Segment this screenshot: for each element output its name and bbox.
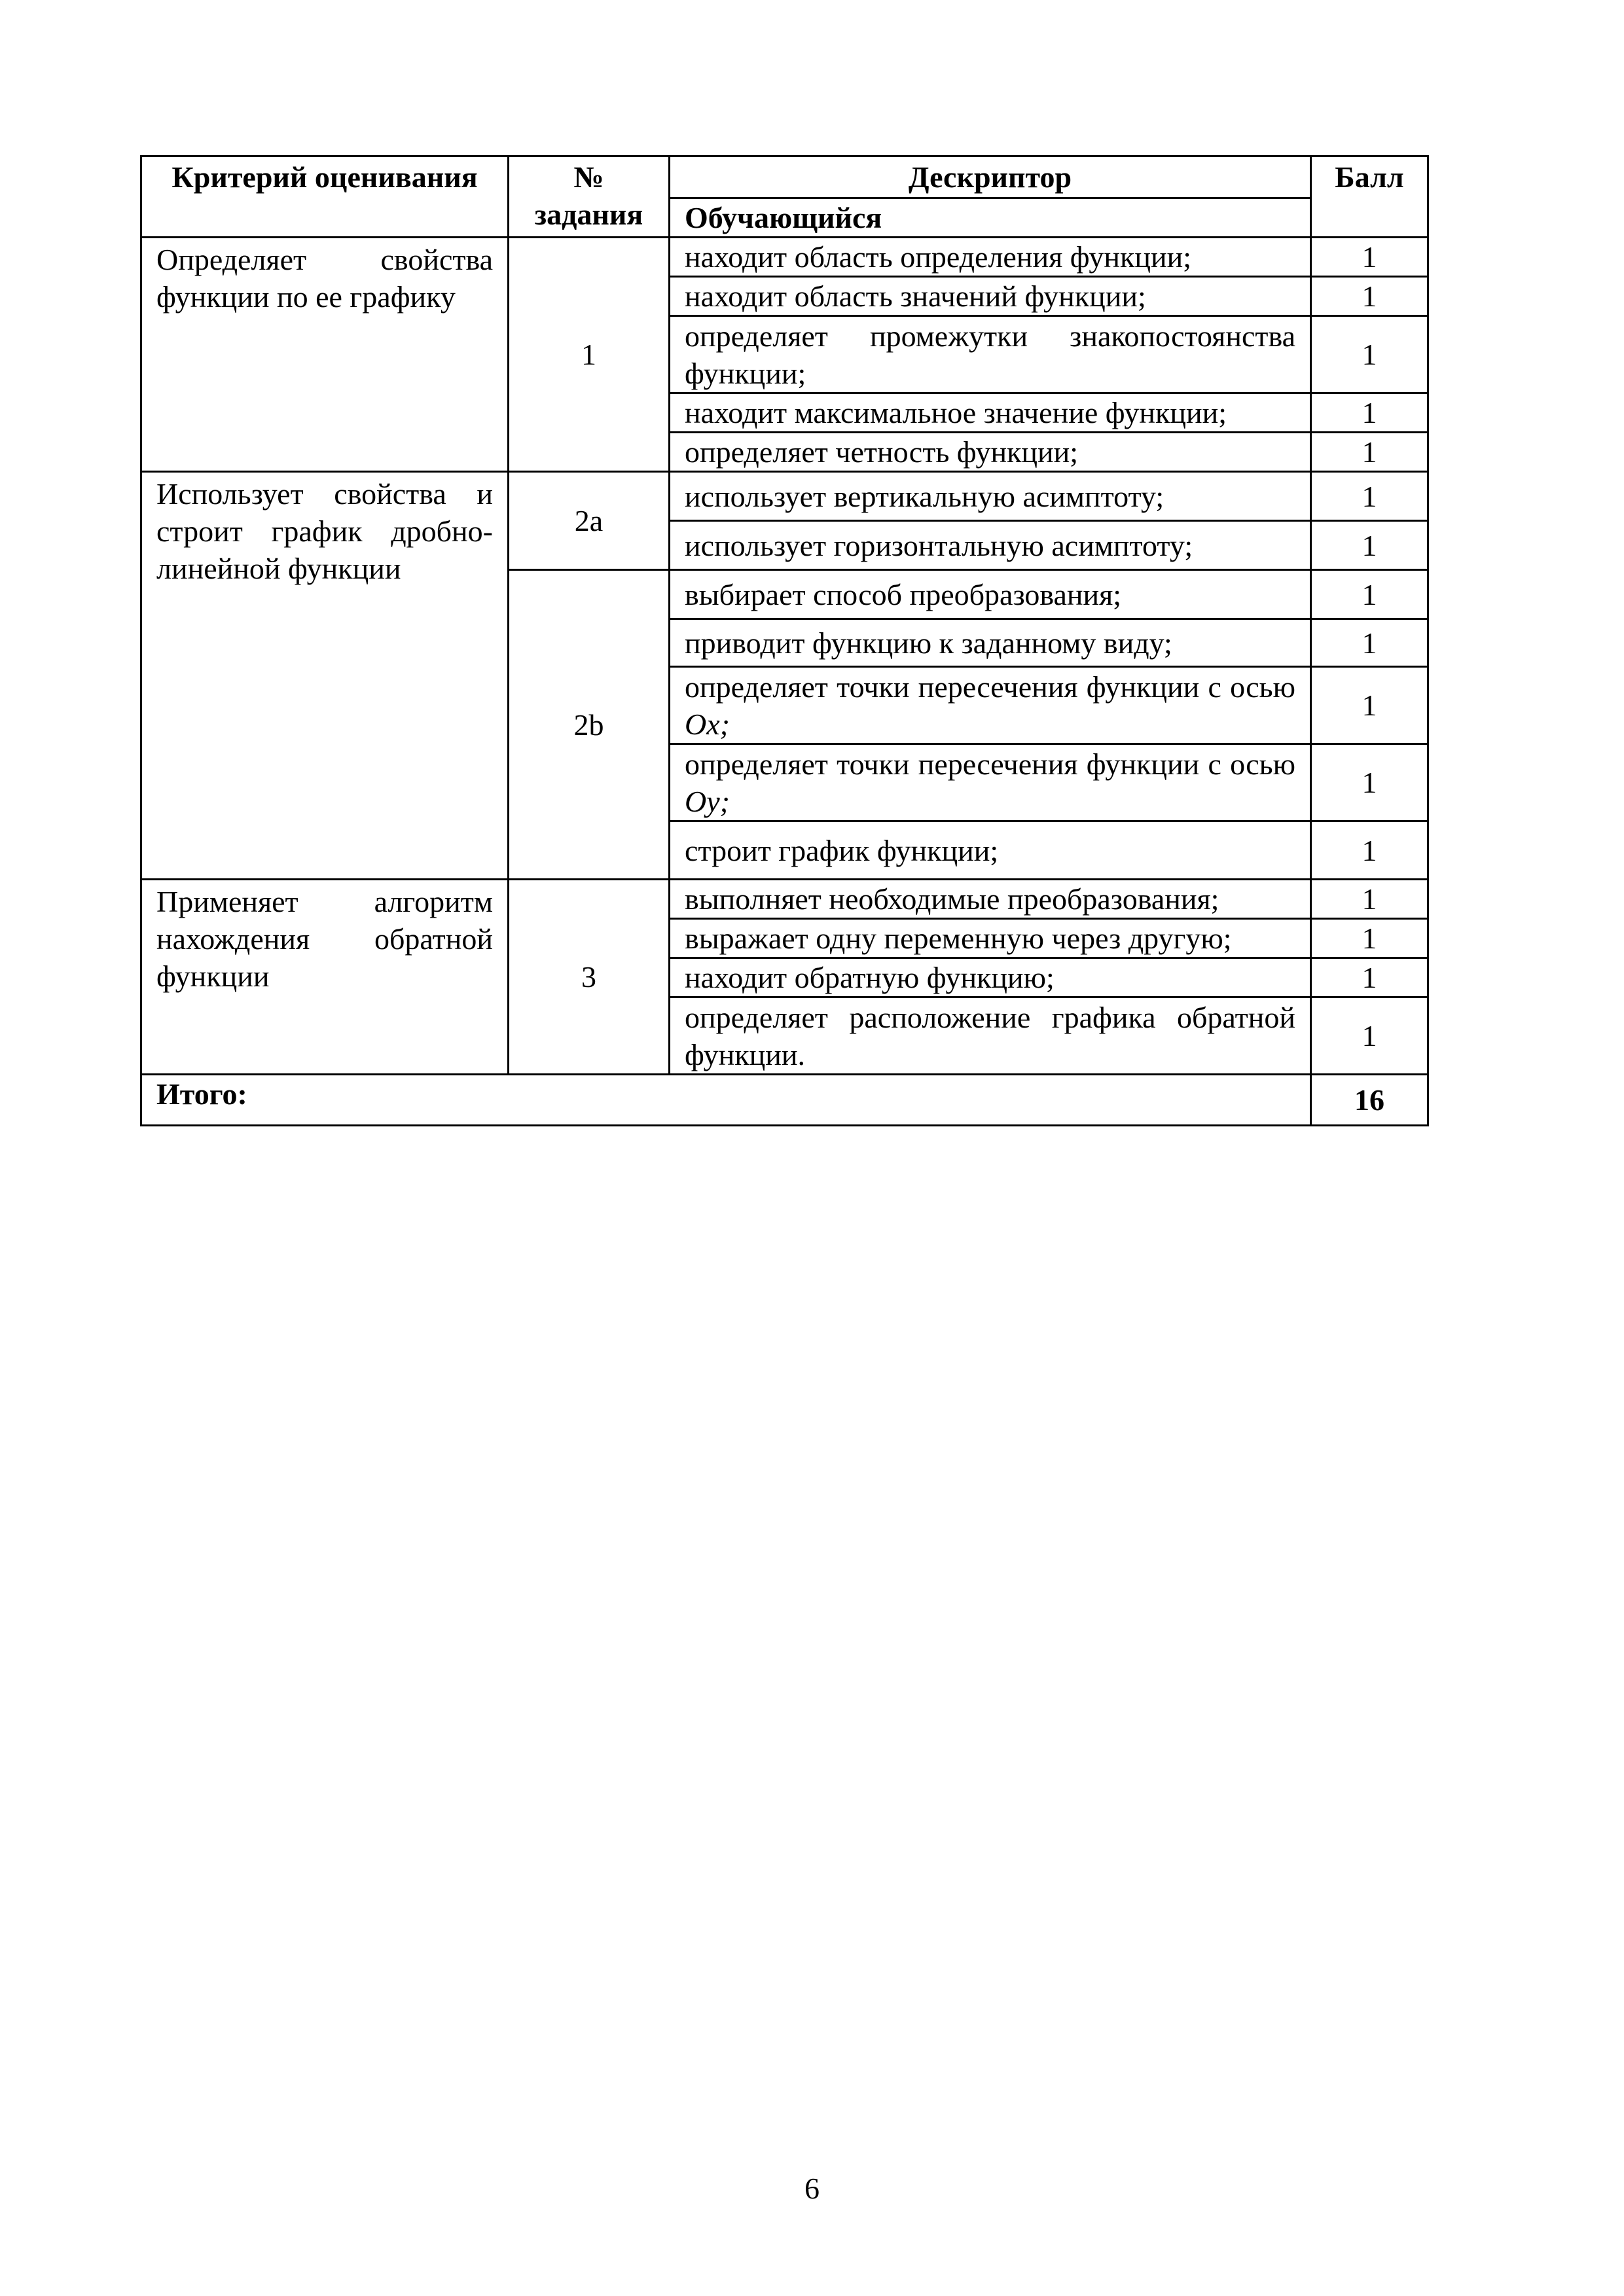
axis-label: Oy;: [685, 784, 730, 818]
descriptor-cell: приводит функцию к заданному виду;: [670, 619, 1311, 667]
task-number-cell: 2b: [509, 570, 670, 880]
score-cell: 1: [1311, 570, 1428, 619]
descriptor-cell: определяет промежутки знакопостоянства функции;: [670, 316, 1311, 393]
descriptor-cell: строит график функции;: [670, 821, 1311, 880]
descriptor-cell: использует вертикальную асимптоту;: [670, 472, 1311, 521]
score-cell: 1: [1311, 433, 1428, 472]
score-cell: 1: [1311, 919, 1428, 958]
criterion-cell: Определяет свойства функции по ее графику: [141, 238, 509, 472]
axis-label: Ox;: [685, 707, 730, 741]
task-number-cell: 2a: [509, 472, 670, 570]
criterion-cell: Использует свойства и строит график дробно-линейной функции: [141, 472, 509, 880]
score-cell: 1: [1311, 316, 1428, 393]
score-cell: 1: [1311, 619, 1428, 667]
header-score: Балл: [1311, 156, 1428, 238]
score-cell: 1: [1311, 880, 1428, 919]
task-number-cell: 3: [509, 880, 670, 1075]
descriptor-text: определяет точки пересечения функции с осью: [685, 747, 1295, 781]
assessment-rubric-table: [140, 155, 1429, 1126]
descriptor-cell: находит область значений функции;: [670, 277, 1311, 316]
header-task-number-line1: №: [573, 160, 604, 194]
descriptor-cell: определяет расположение графика обратной функции.: [670, 997, 1311, 1075]
task-number-cell: 1: [509, 238, 670, 472]
descriptor-cell: находит область определения функции;: [670, 238, 1311, 277]
descriptor-cell: выбирает способ преобразования;: [670, 570, 1311, 619]
score-cell: 1: [1311, 821, 1428, 880]
criterion-cell: Применяет алгоритм нахождения обратной функции: [141, 880, 509, 1075]
table-row: [141, 880, 1428, 919]
header-criterion: Критерий оценивания: [141, 156, 509, 238]
score-cell: 1: [1311, 472, 1428, 521]
score-cell: 1: [1311, 277, 1428, 316]
header-task-number-line2: задания: [534, 198, 643, 231]
score-cell: 1: [1311, 997, 1428, 1075]
header-descriptor-sub: Обучающийся: [670, 198, 1311, 238]
descriptor-cell: находит максимальное значение функции;: [670, 393, 1311, 433]
header-row: [141, 156, 1428, 198]
descriptor-cell: находит обратную функцию;: [670, 958, 1311, 997]
header-descriptor: Дескриптор: [670, 156, 1311, 198]
score-cell: 1: [1311, 744, 1428, 821]
descriptor-cell: определяет четность функции;: [670, 433, 1311, 472]
score-cell: 1: [1311, 238, 1428, 277]
descriptor-text: определяет точки пересечения функции с осью: [685, 670, 1295, 704]
descriptor-cell: выполняет необходимые преобразования;: [670, 880, 1311, 919]
score-cell: 1: [1311, 393, 1428, 433]
total-row: [141, 1075, 1428, 1126]
total-label: Итого:: [141, 1075, 1311, 1126]
descriptor-cell: [670, 667, 1311, 744]
page-number: 6: [804, 2172, 820, 2205]
table-row: [141, 472, 1428, 521]
score-cell: 1: [1311, 667, 1428, 744]
table-row: [141, 238, 1428, 277]
score-cell: 1: [1311, 958, 1428, 997]
score-cell: 1: [1311, 521, 1428, 570]
descriptor-cell: [670, 744, 1311, 821]
descriptor-cell: использует горизонтальную асимптоту;: [670, 521, 1311, 570]
descriptor-cell: выражает одну переменную через другую;: [670, 919, 1311, 958]
total-score: 16: [1311, 1075, 1428, 1126]
header-task-number: [509, 156, 670, 238]
